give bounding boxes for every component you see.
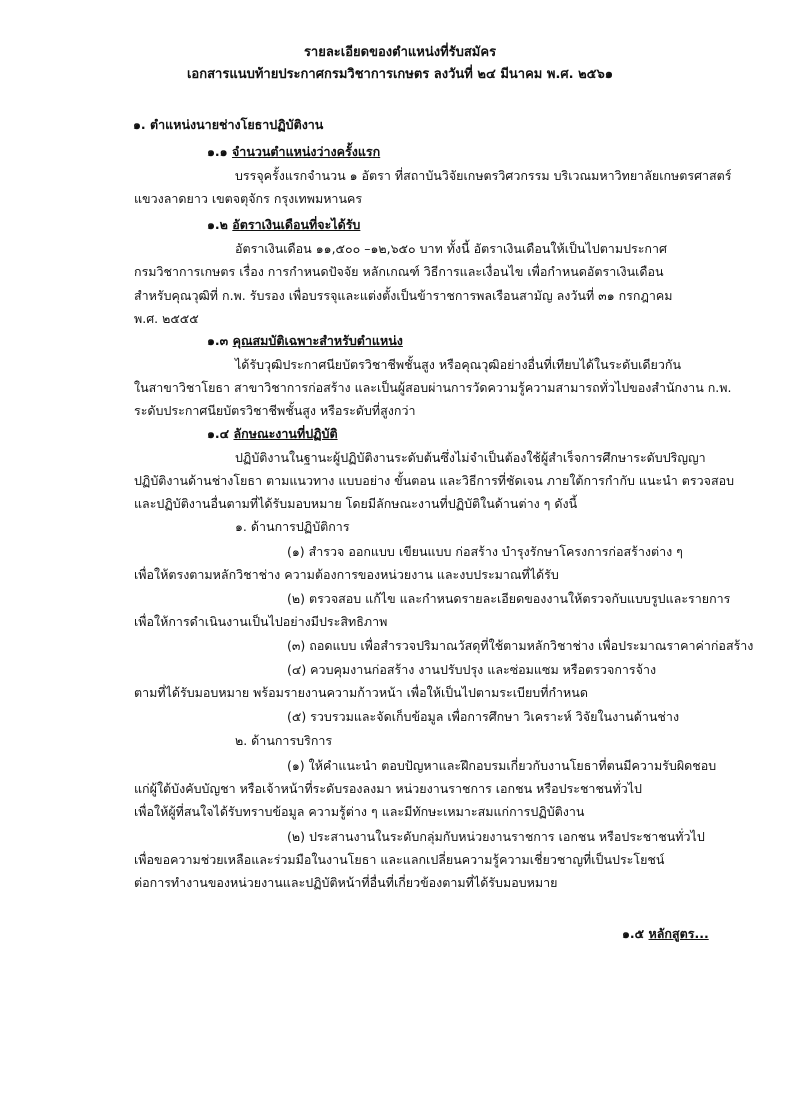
next-section-continuation: [622, 925, 709, 943]
section-1-3-title: คุณสมบัติเฉพาะสำหรับตำแหน่ง: [232, 333, 403, 348]
section-1-title: ตำแหน่งนายช่างโยธาปฏิบัติงาน: [150, 117, 324, 132]
section-1-4-number: ๑.๔: [207, 426, 230, 441]
section-1-1-heading: [207, 143, 380, 161]
section-1-1-title: จำนวนตำแหน่งว่างครั้งแรก: [231, 144, 381, 159]
section-1-4-line-3: และปฏิบัติงานอื่นตามที่ได้รับมอบหมาย โดยมีลักษณะงานที่ปฏิบัติในด้านต่าง ๆ ดังนี้: [134, 496, 578, 511]
section-1-3-heading: [207, 332, 403, 350]
section-1-4-line-1: ปฏิบัติงานในฐานะผู้ปฏิบัติงานระดับต้นซึ่งไม่จำเป็นต้องใช้ผู้สำเร็จการศึกษาระดับปริญญา: [235, 450, 706, 465]
section-1-3-line-3: ระดับประกาศนียบัตรวิชาชีพชั้นสูง หรือระดับที่สูงกว่า: [134, 403, 416, 418]
duty-service-1-line-3: เพื่อให้ผู้ที่สนใจได้รับทราบข้อมูล ความรู้ต่าง ๆ และมีทักษะเหมาะสมแก่การปฏิบัติงาน: [134, 804, 585, 819]
section-1-4-heading: [207, 425, 338, 443]
duty-operations-1-line-2: เพื่อให้ตรงตามหลักวิชาช่าง ความต้องการของหน่วยงาน และงบประมาณที่ได้รับ: [134, 567, 559, 582]
duty-operations-2-line-1: (๒) ตรวจสอบ แก้ไข และกำหนดรายละเอียดของงานให้ตรวจกับแบบรูปและรายการ: [287, 591, 731, 606]
duty-operations-4-line-1: (๔) ควบคุมงานก่อสร้าง งานปรับปรุง และซ่อมแซม หรือตรวจการจ้าง: [287, 662, 657, 677]
section-1-2-line-2: กรมวิชาการเกษตร เรื่อง การกำหนดปัจจัย หลักเกณฑ์ วิธีการและเงื่อนไข เพื่อกำหนดอัตราเงินเดือน: [134, 264, 664, 279]
section-1-2-heading: [207, 216, 360, 234]
document-subtitle: เอกสารแนบท้ายประกาศกรมวิชาการเกษตร ลงวันที่ ๒๔ มีนาคม พ.ศ. ๒๕๖๑: [186, 67, 614, 82]
duty-operations-3-line-1: (๓) ถอดแบบ เพื่อสำรวจปริมาณวัสดุที่ใช้ตามหลักวิชาช่าง เพื่อประมาณราคาค่าก่อสร้าง: [287, 638, 754, 653]
section-1-number: ๑.: [133, 117, 146, 132]
duty-service-1-line-1: (๑) ให้คำแนะนำ ตอบปัญหาและฝึกอบรมเกี่ยวกับงานโยธาที่ตนมีความรับผิดชอบ: [287, 758, 717, 773]
duty-service-heading: ๒. ด้านการบริการ: [235, 733, 333, 748]
duty-operations-heading: ๑. ด้านการปฏิบัติการ: [235, 519, 350, 534]
duty-operations-4-line-2: ตามที่ได้รับมอบหมาย พร้อมรายงานความก้าวหน้า เพื่อให้เป็นไปตามระเบียบที่กำหนด: [134, 685, 588, 700]
section-1-2-number: ๑.๒: [207, 217, 228, 232]
section-1-1-line-1: บรรจุครั้งแรกจำนวน ๑ อัตรา ที่สถาบันวิจัยเกษตรวิศวกรรม บริเวณมหาวิทยาลัยเกษตรศาสตร์: [235, 168, 732, 183]
section-1-2-line-4: พ.ศ. ๒๕๕๕: [134, 311, 199, 326]
section-1-3-line-2: ในสาขาวิชาโยธา สาขาวิชาการก่อสร้าง และเป็นผู้สอบผ่านการวัดความรู้ความสามารถทั่วไปของสำนักงาน ก.พ.: [134, 380, 732, 395]
section-1-2-title: อัตราเงินเดือนที่จะได้รับ: [232, 217, 361, 232]
duty-service-2-line-3: ต่อการทำงานของหน่วยงานและปฏิบัติหน้าที่อื่นที่เกี่ยวข้องตามที่ได้รับมอบหมาย: [134, 875, 558, 890]
section-1-5-number: ๑.๕: [622, 926, 645, 941]
section-1-2-line-1: อัตราเงินเดือน ๑๑,๕๐๐ –๑๒,๖๕๐ บาท ทั้งนี้ อัตราเงินเดือนให้เป็นไปตามประกาศ: [235, 241, 667, 256]
duty-operations-1-line-1: (๑) สำรวจ ออกแบบ เขียนแบบ ก่อสร้าง บำรุงรักษาโครงการก่อสร้างต่าง ๆ: [287, 544, 683, 559]
section-1-3-number: ๑.๓: [207, 333, 229, 348]
duty-service-2-line-1: (๒) ประสานงานในระดับกลุ่มกับหน่วยงานราชการ เอกชน หรือประชาชนทั่วไป: [287, 829, 705, 844]
duty-operations-2-line-2: เพื่อให้การดำเนินงานเป็นไปอย่างมีประสิทธิภาพ: [134, 614, 388, 629]
section-1-4-line-2: ปฏิบัติงานด้านช่างโยธา ตามแนวทาง แบบอย่าง ขั้นตอน และวิธีการที่ชัดเจน ภายใต้การกำกับ แนะนำ ตรวจสอบ: [134, 473, 735, 488]
section-1-3-line-1: ได้รับวุฒิประกาศนียบัตรวิชาชีพชั้นสูง หรือคุณวุฒิอย่างอื่นที่เทียบได้ในระดับเดียวกัน: [235, 357, 681, 372]
duty-service-1-line-2: แก่ผู้ใต้บังคับบัญชา หรือเจ้าหน้าที่ระดับรองลงมา หน่วยงานราชการ เอกชน หรือประชาชนทั่วไป: [134, 781, 642, 796]
document-title: รายละเอียดของตำแหน่งที่รับสมัคร: [303, 45, 497, 60]
duty-service-2-line-2: เพื่อขอความช่วยเหลือและร่วมมือในงานโยธา และแลกเปลี่ยนความรู้ความเชี่ยวชาญที่เป็นประโยชน์: [134, 852, 665, 867]
section-1-4-title: ลักษณะงานที่ปฏิบัติ: [233, 426, 338, 441]
section-1-1-line-2: แขวงลาดยาว เขตจตุจักร กรุงเทพมหานคร: [134, 191, 363, 206]
section-1-heading: [133, 116, 323, 134]
duty-operations-5-line-1: (๕) รวบรวมและจัดเก็บข้อมูล เพื่อการศึกษา วิเคราะห์ วิจัยในงานด้านช่าง: [287, 709, 680, 724]
section-1-1-number: ๑.๑: [207, 144, 228, 159]
section-1-2-line-3: สำหรับคุณวุฒิที่ ก.พ. รับรอง เพื่อบรรจุและแต่งตั้งเป็นข้าราชการพลเรือนสามัญ ลงวันที่ ๓๑ กรกฎาคม: [134, 288, 673, 303]
section-1-5-title: หลักสูตร...: [648, 926, 709, 941]
